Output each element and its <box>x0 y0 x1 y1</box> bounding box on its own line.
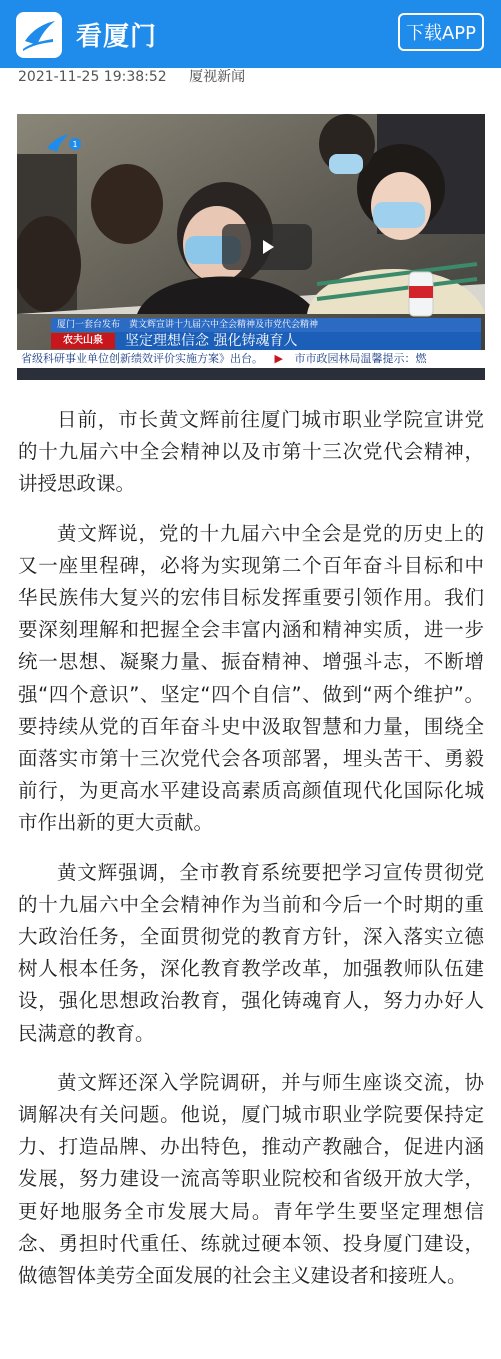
article-paragraph: 黄文辉说，党的十九届六中全会是党的历史上的又一座里程碑，必将为实现第二个百年奋斗目标和中华民族伟大复兴的宏伟目标发挥重要引领作用。我们要深刻理解和把握全会丰富内涵和精神实质，进一步统一思想、凝聚力量、振奋精神、增强斗志，不断增强“四个意识”、坚定“四个自信”、做到“两个维护”。要持续从党的百年奋斗史中汲取智慧和力量，围绕全面落实市第十三次党代会各项部署，埋头苦干、勇毅前行，为更高水平建设高素质高颜值现代化国际化城市作出新的更大贡献。 <box>18 521 484 835</box>
news-lower-third <box>17 314 485 380</box>
channel-logo-icon <box>45 132 81 158</box>
publish-timestamp: 2021-11-25 19:38:52 <box>18 69 167 85</box>
lower-third-bottom-bar <box>17 368 485 380</box>
news-ticker <box>17 350 485 368</box>
news-source: 厦视新闻 <box>189 69 246 85</box>
article-paragraph: 黄文辉强调，全市教育系统要把学习宣传贯彻党的十九届六中全会精神作为当前和今后一个时期的重大政治任务，全面贯彻党的教育方针，深入落实立德树人根本任务，深化教育教学改革，加强教师队伍建设，强化思想政治教育，强化铸魂育人，努力办好人民满意的教育。 <box>18 860 484 1045</box>
download-app-button[interactable]: 下载APP <box>398 13 484 51</box>
sponsor-brand-badge: 农夫山泉 <box>51 333 115 349</box>
ticker-separator-icon: ▶ <box>274 352 283 365</box>
article-paragraph: 黄文辉还深入学院调研，并与师生座谈交流，协调解决有关问题。他说，厦门城市职业学院要保持定力、打造品牌、办出特色，推动产教融合，促进内涵发展，努力建设一流高等职业院校和省级开放大学，更好地服务全市发展大局。青年学生要坚定理想信念、勇担时代重任、练就过硬本领、投身厦门建设，做德智体美劳全面发展的社会主义建设者和接班人。 <box>18 1070 484 1288</box>
video-player[interactable] <box>17 114 485 380</box>
article-meta <box>18 66 245 86</box>
article-body <box>18 404 484 1309</box>
ticker-right-text: 市市政园林局温馨提示：燃 <box>294 352 427 365</box>
svg-text:1: 1 <box>72 140 78 149</box>
article-paragraph: 日前，市长黄文辉前往厦门城市职业学院宣讲党的十九届六中全会精神以及市第十三次党代会精神，讲授思政课。 <box>18 408 484 496</box>
kanxiamen-logo-icon[interactable] <box>16 12 62 58</box>
app-title: 看厦门 <box>76 22 158 52</box>
lower-third-top-strip: 厦门一套台发布 黄文辉宣讲十九届六中全会精神及市党代会精神 <box>51 318 481 332</box>
lower-third-headline: 坚定理想信念 强化铸魂育人 <box>115 332 481 350</box>
top-bar <box>0 0 501 68</box>
play-icon <box>257 237 277 257</box>
ticker-left-text: 省级科研事业单位创新绩效评价实施方案》出台。 <box>21 352 263 365</box>
play-button[interactable] <box>222 224 312 270</box>
